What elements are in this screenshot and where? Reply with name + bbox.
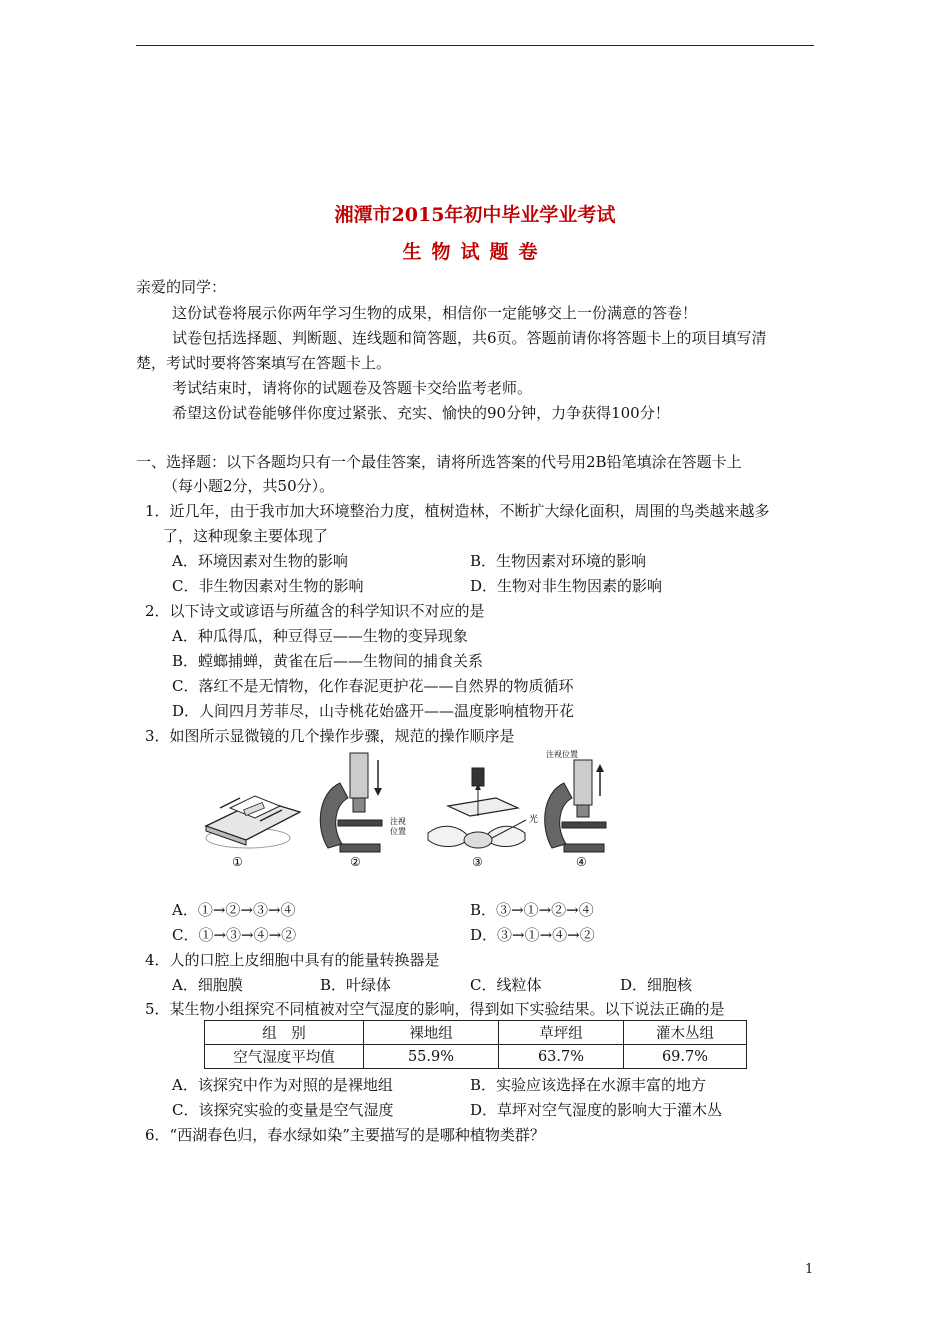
q5-option-a: A．该探究中作为对照的是裸地组: [172, 1076, 393, 1094]
q3-option-b: B．③→①→②→④: [470, 901, 594, 919]
exam-subtitle: 生物试题卷: [402, 241, 548, 263]
table-header-cell: 灌木丛组: [624, 1021, 747, 1045]
microscope-steps-figure: [200, 748, 620, 870]
q1-option-d: D．生物对非生物因素的影响: [470, 577, 663, 595]
q2-stem: 2．以下诗文或谚语与所蕴含的科学知识不对应的是: [145, 602, 485, 620]
step-2-illustration: [320, 753, 406, 869]
q2-option-d: D．人间四月芳菲尽，山寺桃花始盛开——温度影响植物开花: [172, 702, 575, 720]
table-header-row: [205, 1021, 747, 1045]
q4-option-a: A．细胞膜: [172, 976, 243, 994]
q1-stem-cont: 了，这种现象主要体现了: [163, 527, 329, 545]
table-cell: 55.9%: [364, 1045, 499, 1069]
q3-option-c: C．①→③→④→②: [172, 926, 297, 944]
step-3-light-note: 光: [529, 815, 539, 825]
intro-paragraph-1: 这份试卷将展示你两年学习生物的成果，相信你一定能够交上一份满意的答卷！: [172, 304, 698, 322]
q3-option-d: D．③→①→④→②: [470, 926, 595, 944]
step-4-label: ④: [576, 855, 587, 869]
intro-paragraph-3: 考试结束时，请将你的试题卷及答题卡交给监考老师。: [172, 379, 533, 397]
table-header-cell: 草坪组: [499, 1021, 624, 1045]
q6-stem: 6．“西湖春色归，春水绿如染”主要描写的是哪种植物类群？: [145, 1126, 545, 1144]
header-rule: [136, 45, 814, 46]
step-4-note: 注视位置: [546, 750, 578, 759]
q2-option-c: C．落红不是无情物，化作春泥更护花——自然界的物质循环: [172, 677, 574, 695]
q5-option-d: D．草坪对空气湿度的影响大于灌木丛: [470, 1101, 723, 1119]
step-3-illustration: [428, 768, 538, 869]
page-number: 1: [805, 1262, 814, 1277]
step-2-note-1: 注视: [390, 817, 406, 826]
step-1-illustration: [206, 796, 300, 869]
table-row: [205, 1045, 747, 1069]
q3-option-a: A．①→②→③→④: [172, 901, 296, 919]
q4-option-d: D．细胞核: [620, 976, 693, 994]
step-3-label: ③: [472, 855, 483, 869]
q4-stem: 4．人的口腔上皮细胞中具有的能量转换器是: [145, 951, 440, 969]
q5-results-table: [204, 1020, 747, 1069]
table-cell: 69.7%: [624, 1045, 747, 1069]
q1-option-b: B．生物因素对环境的影响: [470, 552, 647, 570]
q4-option-b: B．叶绿体: [320, 976, 392, 994]
table-cell: 空气湿度平均值: [205, 1045, 364, 1069]
step-2-label: ②: [350, 855, 361, 869]
q1-stem: 1．近几年，由于我市加大环境整治力度，植树造林，不断扩大绿化面积，周围的鸟类越来越多: [145, 502, 770, 520]
q5-option-b: B．实验应该选择在水源丰富的地方: [470, 1076, 707, 1094]
section-heading-cont: （每小题2分，共50分）。: [163, 477, 335, 495]
table-header-cell: 裸地组: [364, 1021, 499, 1045]
step-1-label: ①: [232, 855, 243, 869]
q1-option-c: C．非生物因素对生物的影响: [172, 577, 364, 595]
step-4-illustration: [545, 749, 606, 869]
greeting: 亲爱的同学：: [136, 278, 227, 296]
section-heading: 一、选择题：以下各题均只有一个最佳答案，请将所选答案的代号用2B铅笔填涂在答题卡上: [136, 453, 742, 471]
step-2-note-2: 位置: [390, 827, 406, 836]
intro-paragraph-2a: 试卷包括选择题、判断题、连线题和简答题，共6页。答题前请你将答题卡上的项目填写清: [172, 329, 767, 347]
q1-option-a: A．环境因素对生物的影响: [172, 552, 348, 570]
q5-stem: 5．某生物小组探究不同植被对空气湿度的影响，得到如下实验结果。以下说法正确的是: [145, 1000, 725, 1018]
intro-paragraph-2b: 楚，考试时要将答案填写在答题卡上。: [136, 354, 392, 372]
intro-paragraph-4: 希望这份试卷能够伴你度过紧张、充实、愉快的90分钟，力争获得100分！: [172, 404, 670, 422]
table-header-cell: 组 别: [205, 1021, 364, 1045]
exam-title: 湘潭市2015年初中毕业学业考试: [334, 204, 616, 226]
q3-stem: 3．如图所示显微镜的几个操作步骤，规范的操作顺序是: [145, 727, 515, 745]
q2-option-b: B．螳螂捕蝉，黄雀在后——生物间的捕食关系: [172, 652, 484, 670]
q4-option-c: C．线粒体: [470, 976, 542, 994]
table-cell: 63.7%: [499, 1045, 624, 1069]
q5-option-c: C．该探究实验的变量是空气湿度: [172, 1101, 394, 1119]
q2-option-a: A．种瓜得瓜，种豆得豆——生物的变异现象: [172, 627, 468, 645]
